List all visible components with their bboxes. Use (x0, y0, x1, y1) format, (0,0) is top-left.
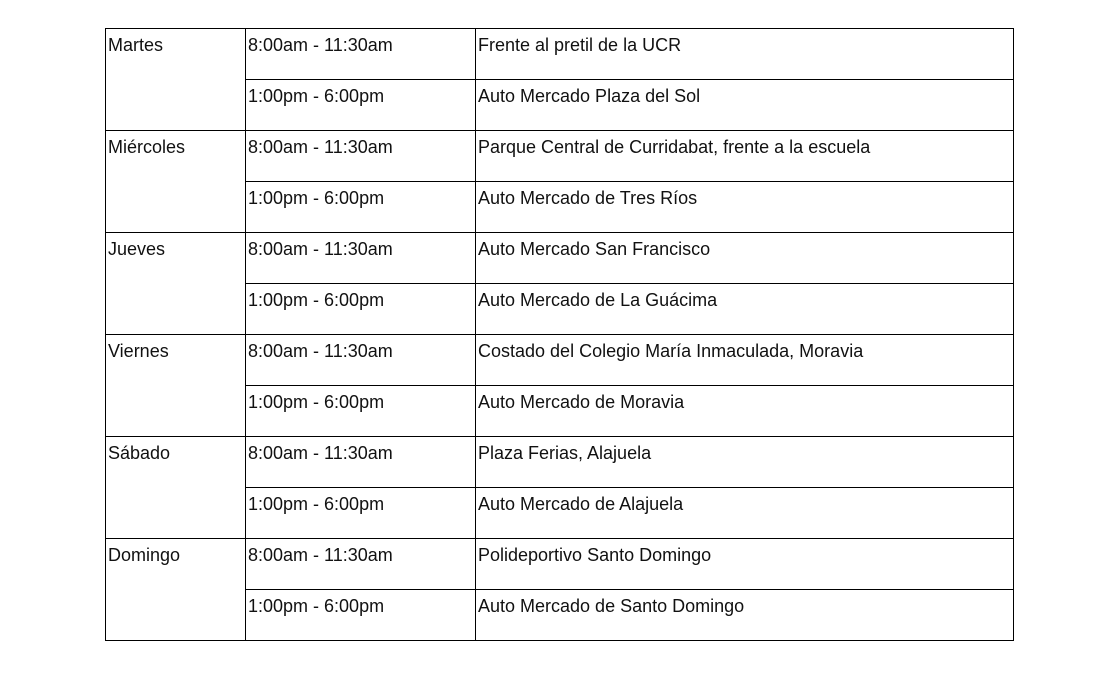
day-cell: Sábado (106, 437, 246, 539)
table-row (106, 437, 1014, 488)
location-cell: Auto Mercado de Santo Domingo (476, 590, 1014, 641)
day-cell: Martes (106, 29, 246, 131)
location-cell: Auto Mercado San Francisco (476, 233, 1014, 284)
location-cell: Auto Mercado de Tres Ríos (476, 182, 1014, 233)
time-cell: 8:00am - 11:30am (246, 29, 476, 80)
time-cell: 8:00am - 11:30am (246, 437, 476, 488)
location-cell: Costado del Colegio María Inmaculada, Moravia (476, 335, 1014, 386)
location-cell: Auto Mercado de Alajuela (476, 488, 1014, 539)
time-cell: 1:00pm - 6:00pm (246, 182, 476, 233)
table-row (106, 335, 1014, 386)
table-row (106, 539, 1014, 590)
time-cell: 8:00am - 11:30am (246, 335, 476, 386)
table-row (106, 131, 1014, 182)
table-row (106, 233, 1014, 284)
schedule-body (106, 29, 1014, 641)
time-cell: 8:00am - 11:30am (246, 233, 476, 284)
location-cell: Polideportivo Santo Domingo (476, 539, 1014, 590)
table-row (106, 29, 1014, 80)
time-cell: 8:00am - 11:30am (246, 131, 476, 182)
location-cell: Auto Mercado Plaza del Sol (476, 80, 1014, 131)
time-cell: 1:00pm - 6:00pm (246, 488, 476, 539)
time-cell: 1:00pm - 6:00pm (246, 80, 476, 131)
time-cell: 1:00pm - 6:00pm (246, 386, 476, 437)
location-cell: Auto Mercado de La Guácima (476, 284, 1014, 335)
location-cell: Parque Central de Curridabat, frente a la escuela (476, 131, 1014, 182)
time-cell: 1:00pm - 6:00pm (246, 590, 476, 641)
day-cell: Domingo (106, 539, 246, 641)
day-cell: Miércoles (106, 131, 246, 233)
time-cell: 8:00am - 11:30am (246, 539, 476, 590)
day-cell: Jueves (106, 233, 246, 335)
location-cell: Frente al pretil de la UCR (476, 29, 1014, 80)
schedule-table (105, 28, 1014, 641)
location-cell: Plaza Ferias, Alajuela (476, 437, 1014, 488)
day-cell: Viernes (106, 335, 246, 437)
time-cell: 1:00pm - 6:00pm (246, 284, 476, 335)
location-cell: Auto Mercado de Moravia (476, 386, 1014, 437)
